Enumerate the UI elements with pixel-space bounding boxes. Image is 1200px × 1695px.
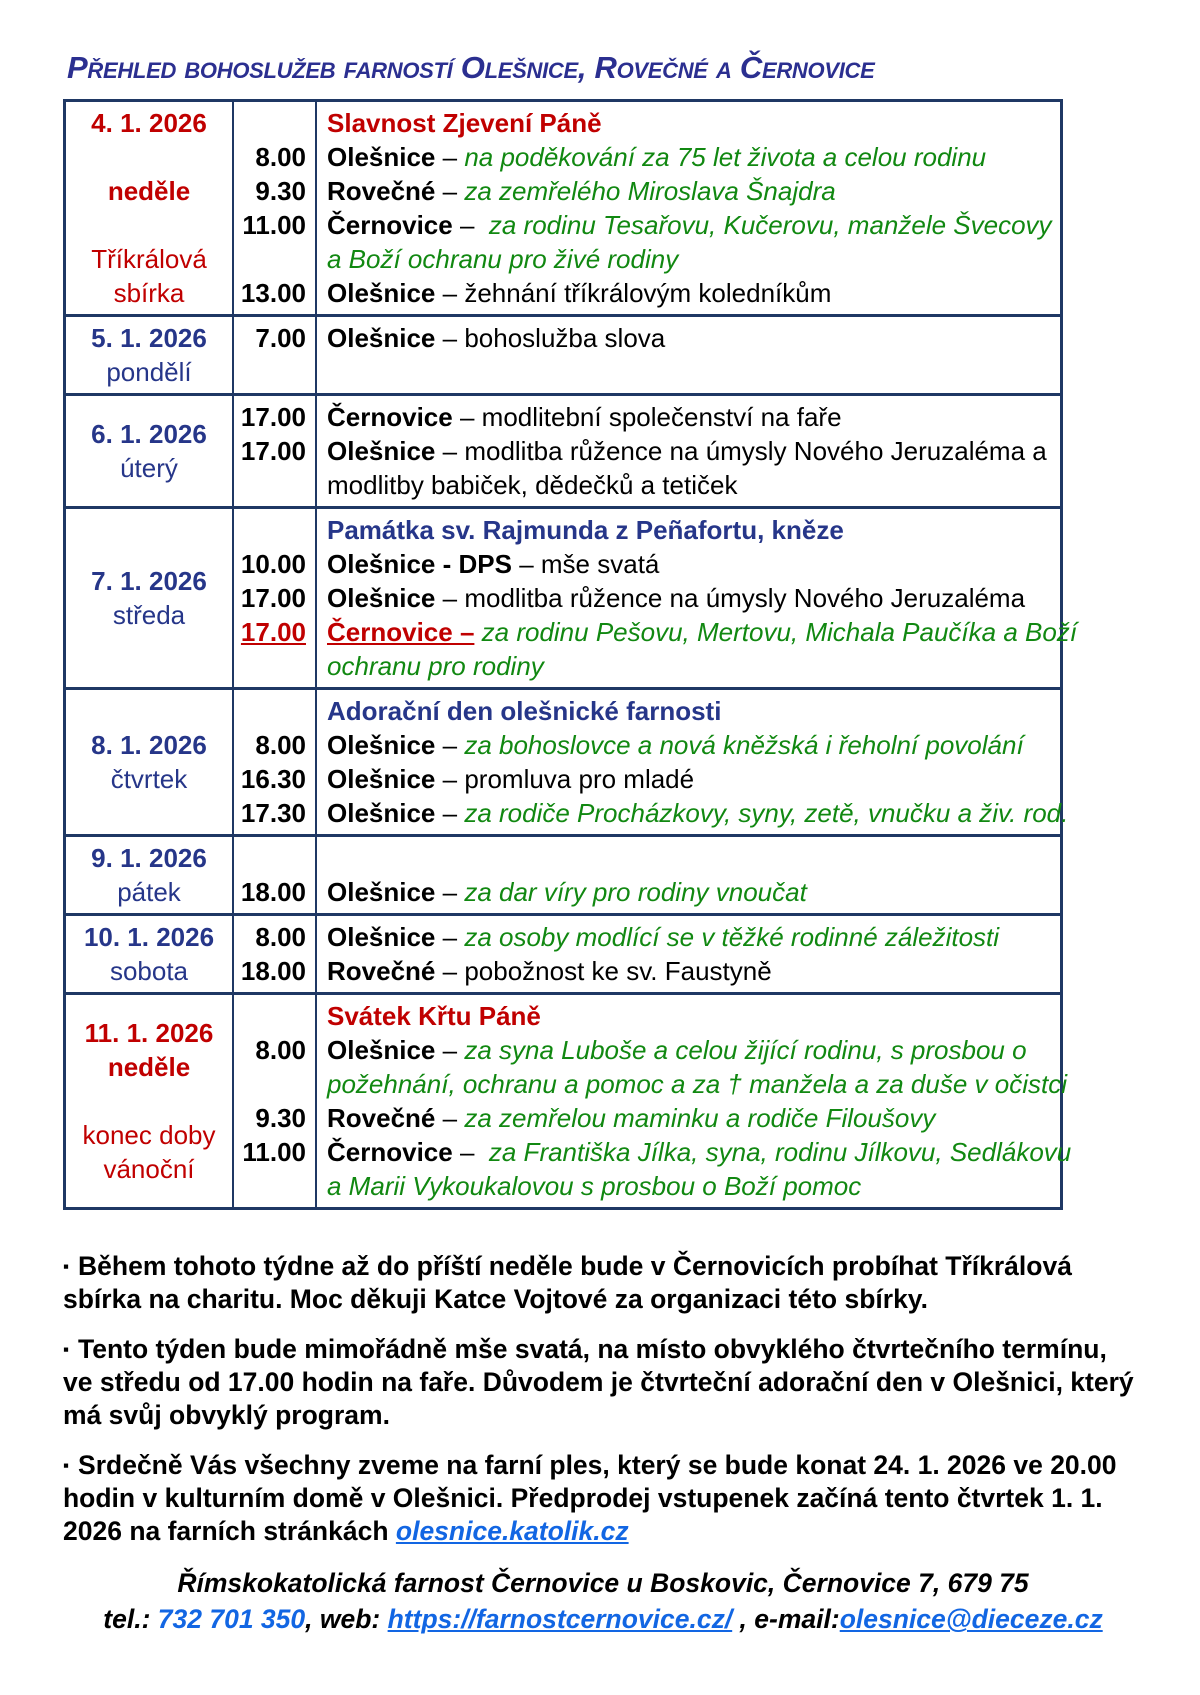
date-cell: [66, 102, 234, 314]
plain-text: modlitby babiček, dědečků a tetiček: [327, 470, 738, 500]
schedule-line: [327, 1101, 1071, 1135]
schedule-line: [327, 1135, 1071, 1169]
date-line: 6. 1. 2026: [91, 419, 207, 449]
date-line: sobota: [109, 956, 189, 986]
schedule-line: [327, 242, 1056, 276]
time-value: [234, 355, 306, 389]
parish-website-link[interactable]: olesnice.katolik.cz: [395, 1516, 629, 1546]
schedule-line: [327, 106, 1056, 140]
schedule-line: [327, 355, 1056, 389]
intention-text: za zemřelou maminku a rodiče Filoušovy: [464, 1103, 936, 1133]
date-line: 11. 1. 2026: [84, 1018, 214, 1048]
intention-text: ochranu pro rodiny: [327, 651, 544, 681]
time-value: 9.30: [255, 176, 306, 206]
intention-text: na poděkování za 75 let života a celou rodinu: [464, 142, 987, 172]
schedule-line: [327, 547, 1077, 581]
content-cell: [317, 837, 1060, 913]
plain-text: –: [435, 583, 465, 613]
plain-text: –: [435, 176, 465, 206]
plain-text: –: [435, 798, 465, 828]
schedule-line: [327, 513, 1077, 547]
schedule-line: [327, 728, 1068, 762]
plain-text: –: [435, 1035, 465, 1065]
time-column: [234, 690, 317, 834]
schedule-line: [327, 796, 1068, 830]
content-cell: [317, 102, 1060, 314]
time-value: 11.00: [242, 1137, 306, 1167]
note-text: Srdečně Vás všechny zveme na farní ples, který se bude konat 24. 1. 2026 ve 20.00 hodin v kulturním domě v Olešnici. Předprodej vstupenek začíná tento čtvrtek 1. 1. 2026 na farních stránkách: [63, 1450, 1117, 1546]
plain-text: –: [452, 402, 482, 432]
plain-text: pobožnost ke sv. Faustyně: [464, 956, 772, 986]
intention-text: za Františka Jílka, syna, rodinu Jílkovu, Sedlákovu: [488, 1137, 1072, 1167]
plain-text: –: [511, 549, 541, 579]
note-text: Tento týden bude mimořádně mše svatá, na místo obvyklého čtvrtečního termínu, ve středu od 17.00 hodin na faře. Důvodem je čtvrteční adorační den v Olešnici, který má svůj obvyklý program.: [63, 1334, 1134, 1430]
table-row: [66, 687, 1069, 834]
intention-text: za rodinu Tesařovu, Kučerovu, manžele Švecovy: [488, 210, 1052, 240]
feast-header: Památka sv. Rajmunda z Peñafortu, kněze: [327, 515, 844, 545]
plain-text: modlitební společenství na faře: [481, 402, 842, 432]
notes-section: [63, 1250, 1143, 1548]
schedule-line: [327, 581, 1077, 615]
intention-text: za dar víry pro rodiny vnoučat: [464, 877, 807, 907]
time-column: [234, 317, 317, 393]
time-value: [234, 106, 306, 140]
note-text: Během tohoto týdne až do příští neděle bude v Černovicích probíhat Tříkrálová sbírka na charitu. Moc děkuji Katce Vojtové za organizaci této sbírky.: [63, 1251, 1072, 1314]
schedule-line: [327, 615, 1077, 649]
date-cell: [66, 837, 234, 913]
plain-text: –: [452, 210, 489, 240]
date-line: úterý: [120, 453, 178, 483]
table-row: [66, 834, 1060, 913]
location-name: Černovice: [327, 402, 453, 432]
table-row: [66, 314, 1060, 393]
plain-text: –: [435, 922, 465, 952]
time-value: 17.00: [240, 583, 306, 613]
date-cell: [66, 916, 234, 992]
location-name: Černovice: [327, 210, 453, 240]
time-value: 8.00: [255, 730, 306, 760]
intention-text: za rodiče Procházkovy, syny, zetě, vnučku a živ. rod.: [464, 798, 1069, 828]
time-value: 18.00: [240, 877, 306, 907]
date-line: Tříkrálová: [91, 244, 207, 274]
footer-text: , e-mail:: [732, 1604, 840, 1634]
schedule-line: [327, 400, 1056, 434]
time-value: 11.00: [242, 210, 306, 240]
schedule-line: [327, 434, 1056, 468]
time-value: 17.00: [240, 436, 306, 466]
intention-text: za osoby modlící se v těžké rodinné záležitosti: [464, 922, 1000, 952]
date-line: středa: [112, 600, 186, 630]
intention-text: a Boží ochranu pro živé rodiny: [327, 244, 679, 274]
location-name: Olešnice: [327, 798, 436, 828]
feast-header: Slavnost Zjevení Páně: [327, 108, 602, 138]
schedule-line: [327, 140, 1056, 174]
schedule-line: [327, 1169, 1071, 1203]
date-line: [145, 1084, 152, 1118]
schedule-line: [327, 875, 1056, 909]
date-line: [145, 140, 152, 174]
intention-text: požehnání, ochranu a pomoc a za † manžela a za duše v očistci: [327, 1069, 1067, 1099]
time-value: 16.30: [240, 764, 306, 794]
time-value: [234, 1067, 306, 1101]
time-value: 10.00: [240, 549, 306, 579]
plain-text: modlitba růžence na úmysly Nového Jeruzaléma: [464, 583, 1026, 613]
schedule-line: [327, 468, 1056, 502]
date-line: 7. 1. 2026: [91, 566, 207, 596]
plain-text: mše svatá: [540, 549, 660, 579]
time-value: [234, 468, 306, 502]
time-value: 13.00: [240, 278, 306, 308]
plain-text: –: [435, 956, 465, 986]
date-line: čtvrtek: [110, 764, 188, 794]
date-line: 9. 1. 2026: [91, 843, 207, 873]
plain-text: [474, 617, 481, 647]
location-name: Rovečné: [327, 956, 436, 986]
location-name-highlight: Černovice –: [327, 617, 475, 647]
time-value: 8.00: [255, 142, 306, 172]
phone-number: 732 701 350: [157, 1604, 306, 1634]
date-cell: [66, 317, 234, 393]
schedule-line: [327, 954, 1056, 988]
note-paragraph: [63, 1250, 1143, 1316]
schedule-line: [327, 694, 1068, 728]
schedule-table: [63, 99, 1078, 1210]
intention-text: a Marii Vykoukalovou s prosbou o Boží pomoc: [327, 1171, 862, 1201]
location-name: Černovice: [327, 1137, 453, 1167]
table-row: [66, 992, 1072, 1207]
time-column: [234, 102, 317, 314]
schedule-line: [327, 920, 1056, 954]
content-cell: [317, 995, 1075, 1207]
page-title: Přehled bohoslužeb farností Olešnice, Rovečné a Černovice: [67, 50, 875, 85]
table-row: [66, 913, 1060, 992]
date-line: [145, 208, 152, 242]
footer-contacts: [63, 1601, 1143, 1637]
square-bullet-icon: ▪: [63, 1257, 70, 1276]
schedule-line: [327, 762, 1068, 796]
schedule-line: [327, 1067, 1071, 1101]
note-paragraph: [63, 1449, 1143, 1548]
date-line: konec doby: [82, 1120, 216, 1150]
schedule-line: [327, 276, 1056, 310]
location-name: Olešnice: [327, 1035, 436, 1065]
location-name: Olešnice: [327, 583, 436, 613]
footer-text: tel.:: [103, 1604, 158, 1634]
date-line: sbírka: [113, 278, 185, 308]
content-cell: [317, 509, 1081, 687]
time-column: [234, 396, 317, 506]
intention-text: za bohoslovce a nová kněžská i řeholní povolání: [464, 730, 1024, 760]
time-value: 8.00: [255, 1035, 306, 1065]
date-line: 5. 1. 2026: [91, 323, 207, 353]
date-cell: [66, 690, 234, 834]
time-column: [234, 837, 317, 913]
time-value: [234, 649, 306, 683]
time-value: 17.00: [240, 617, 306, 647]
date-line: neděle: [107, 176, 191, 206]
location-name: Olešnice: [327, 877, 436, 907]
date-line: pátek: [117, 877, 181, 907]
schedule-line: [327, 1033, 1071, 1067]
email-link[interactable]: olesnice@dieceze.cz: [839, 1604, 1103, 1634]
date-line: neděle: [107, 1052, 191, 1082]
schedule-line: [327, 208, 1056, 242]
plain-text: žehnání tříkrálovým koledníkům: [464, 278, 832, 308]
note-paragraph: [63, 1333, 1143, 1432]
date-cell: [66, 509, 234, 687]
location-name: Rovečné: [327, 176, 436, 206]
time-value: [234, 841, 306, 875]
date-line: 10. 1. 2026: [83, 922, 215, 952]
footer-text: , web:: [305, 1604, 388, 1634]
content-cell: [317, 916, 1060, 992]
location-name: Olešnice: [327, 764, 436, 794]
plain-text: –: [435, 1103, 465, 1133]
intention-text: za rodinu Pešovu, Mertovu, Michala Paučíka a Boží: [481, 617, 1078, 647]
date-line: 4. 1. 2026: [91, 108, 207, 138]
date-cell: [66, 995, 234, 1207]
date-cell: [66, 396, 234, 506]
time-column: [234, 509, 317, 687]
feast-header: Adorační den olešnické farnosti: [327, 696, 722, 726]
plain-text: –: [435, 142, 465, 172]
time-value: [234, 513, 306, 547]
date-line: vánoční: [103, 1154, 195, 1184]
content-cell: [317, 317, 1060, 393]
intention-text: za zemřelého Miroslava Šnajdra: [464, 176, 836, 206]
location-name: Olešnice: [327, 278, 436, 308]
schedule-line: [327, 999, 1071, 1033]
feast-header: Svátek Křtu Páně: [327, 1001, 541, 1031]
date-line: pondělí: [106, 357, 192, 387]
plain-text: –: [435, 877, 465, 907]
table-row: [66, 506, 1078, 687]
plain-text: bohoslužba slova: [464, 323, 666, 353]
time-column: [234, 916, 317, 992]
schedule-line: [327, 174, 1056, 208]
location-name: Rovečné: [327, 1103, 436, 1133]
date-line: 8. 1. 2026: [91, 730, 207, 760]
time-value: 17.00: [240, 402, 306, 432]
time-value: [234, 242, 306, 276]
plain-text: –: [435, 764, 465, 794]
plain-text: –: [435, 278, 465, 308]
location-name: Olešnice: [327, 323, 436, 353]
footer: [63, 1565, 1143, 1637]
location-name: Olešnice: [327, 142, 436, 172]
intention-text: za syna Luboše a celou žijící rodinu, s prosbou o: [464, 1035, 1027, 1065]
table-row: [66, 102, 1060, 314]
plain-text: modlitba růžence na úmysly Nového Jeruzaléma a: [464, 436, 1047, 466]
footer-address: Římskokatolická farnost Černovice u Boskovic, Černovice 7, 679 75: [177, 1568, 1029, 1598]
location-name: Olešnice: [327, 730, 436, 760]
time-value: 17.30: [240, 798, 306, 828]
plain-text: –: [435, 436, 465, 466]
table-row: [66, 393, 1060, 506]
square-bullet-icon: ▪: [63, 1456, 70, 1475]
time-value: [234, 999, 306, 1033]
square-bullet-icon: ▪: [63, 1340, 70, 1359]
location-name: Olešnice - DPS: [327, 549, 512, 579]
plain-text: –: [435, 730, 465, 760]
time-value: 7.00: [255, 323, 306, 353]
time-value: 18.00: [240, 956, 306, 986]
plain-text: –: [452, 1137, 489, 1167]
schedule-line: [327, 649, 1077, 683]
schedule-line: [327, 841, 1056, 875]
time-column: [234, 995, 317, 1207]
time-value: [234, 1169, 306, 1203]
time-value: [234, 694, 306, 728]
time-value: 8.00: [255, 922, 306, 952]
content-cell: [317, 396, 1060, 506]
location-name: Olešnice: [327, 922, 436, 952]
schedule-line: [327, 321, 1056, 355]
plain-text: promluva pro mladé: [464, 764, 695, 794]
website-link[interactable]: https://farnostcernovice.cz/: [387, 1604, 733, 1634]
location-name: Olešnice: [327, 436, 436, 466]
time-value: 9.30: [255, 1103, 306, 1133]
content-cell: [317, 690, 1072, 834]
plain-text: –: [435, 323, 465, 353]
